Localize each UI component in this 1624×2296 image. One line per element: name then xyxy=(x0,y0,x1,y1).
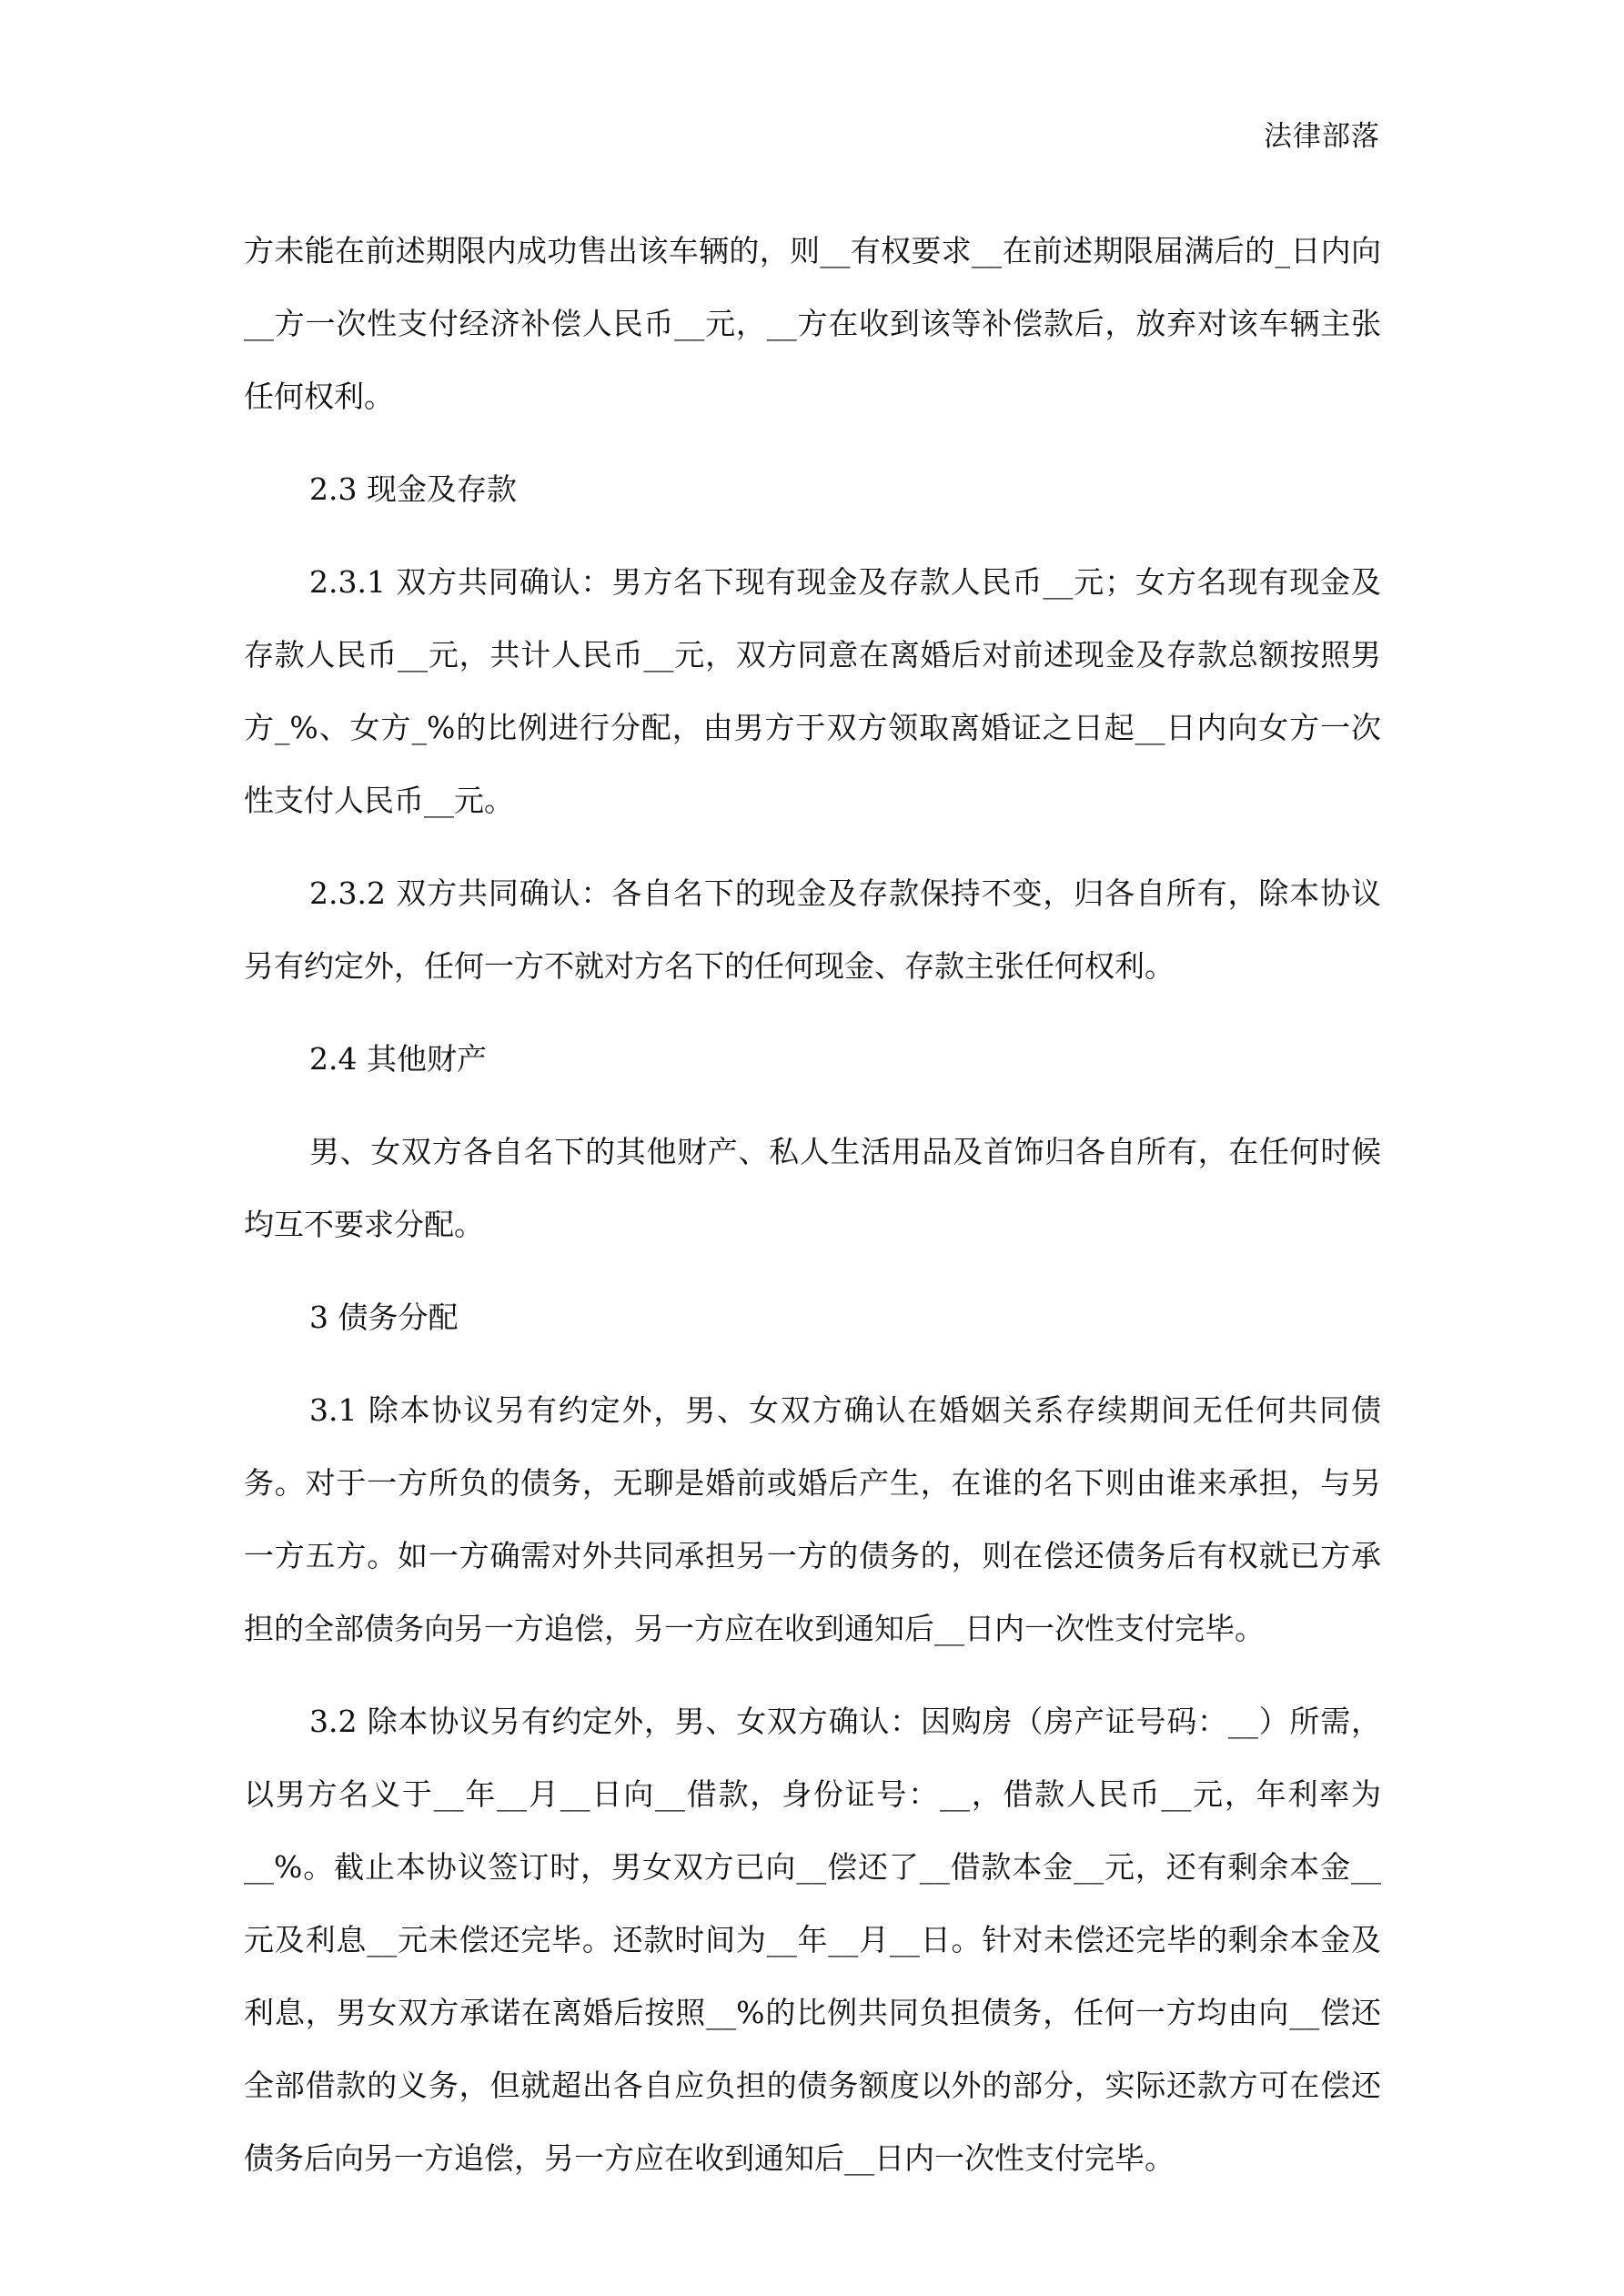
section-heading-2-3: 2.3 现金及存款 xyxy=(309,471,517,507)
header-title: 法律部落 xyxy=(1264,120,1380,153)
document-body xyxy=(244,215,1381,2215)
paragraph-3-1: 3.1 除本协议另有约定外，男、女双方确认在婚姻关系存续期间无任何共同债务。对于一方所负的债务，无聊是婚前或婚后产生，在谁的名下则由谁来承担，与另一方五方。如一方确需对外共同承担另一方的债务的，则在偿还债务后有权就已方承担的全部债务向另一方追偿，另一方应在收到通知后__日内一次性支付完毕。 xyxy=(244,1392,1381,1646)
section-heading-3: 3 债务分配 xyxy=(309,1300,459,1335)
section-heading-2-4: 2.4 其他财产 xyxy=(309,1041,487,1077)
paragraph-2-4: 男、女双方各自名下的其他财产、私人生活用品及首饰归各自所有，在任何时候均互不要求分配。 xyxy=(244,1134,1381,1242)
paragraph-continued: 方未能在前述期限内成功售出该车辆的，则__有权要求__在前述期限届满后的_日内向__方一次性支付经济补偿人民币__元，__方在收到该等补偿款后，放弃对该车辆主张任何权利。 xyxy=(244,233,1381,414)
paragraph-2-3-2: 2.3.2 双方共同确认：各自名下的现金及存款保持不变，归各自所有，除本协议另有约定外，任何一方不就对方名下的任何现金、存款主张任何权利。 xyxy=(244,875,1381,984)
paragraph-3-2: 3.2 除本协议另有约定外，男、女双方确认：因购房（房产证号码：__）所需，以男方名义于__年__月__日向__借款，身份证号：__，借款人民币__元，年利率为__%。截止本协议签订时，男女双方已向__偿还了__借款本金__元，还有剩余本金__元及利息__元未偿还完毕。还款时间为__年__月__日。针对未偿还完毕的剩余本金及利息，男女双方承诺在离婚后按照__%的比例共同负担债务，任何一方均由向__偿还全部借款的义务，但就超出各自应负担的债务额度以外的部分，实际还款方可在偿还债务后向另一方追偿，另一方应在收到通知后__日内一次性支付完毕。 xyxy=(244,1704,1381,2176)
paragraph-2-3-1: 2.3.1 双方共同确认：男方名下现有现金及存款人民币__元；女方名现有现金及存款人民币__元，共计人民币__元，双方同意在离婚后对前述现金及存款总额按照男方_%、女方_%的比例进行分配，由男方于双方领取离婚证之日起__日内向女方一次性支付人民币__元。 xyxy=(244,564,1381,818)
